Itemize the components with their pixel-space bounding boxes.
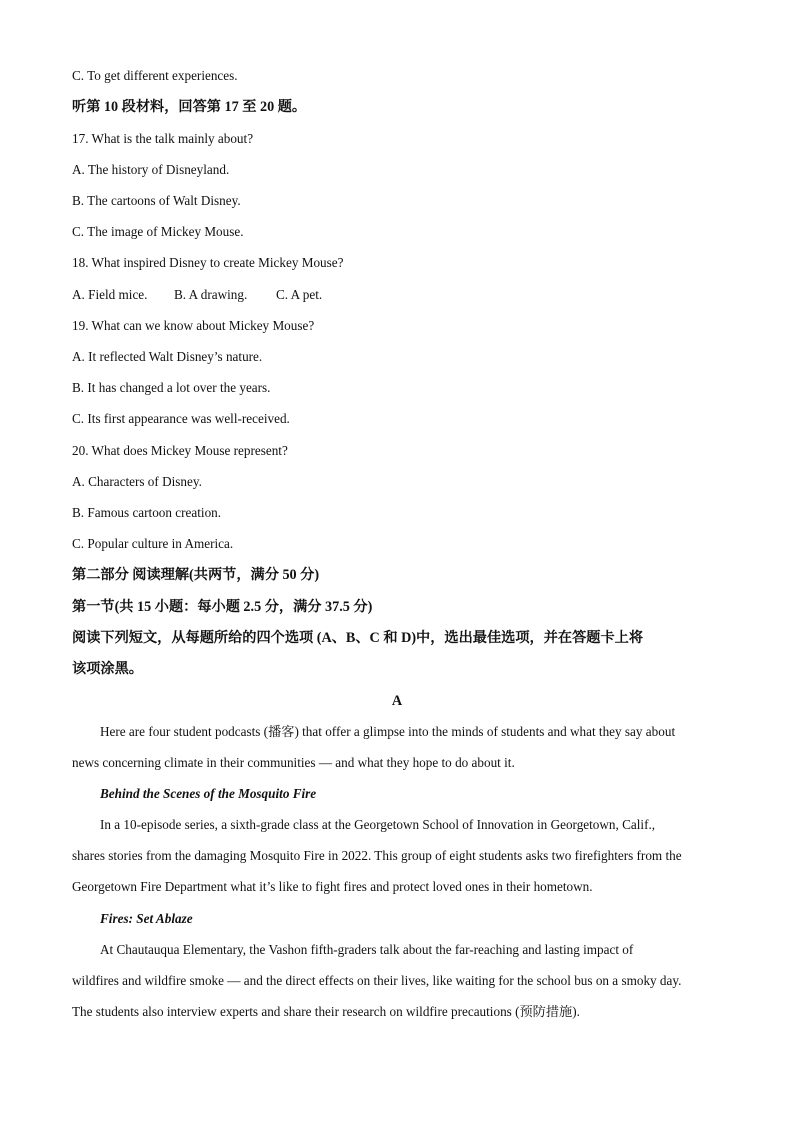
instructions-line-1: 阅读下列短文，从每题所给的四个选项 (A、B、C 和 D)中，选出最佳选项，并在答题卡上将 [72, 630, 644, 646]
q17-option-a: A. The history of Disneyland. [72, 162, 230, 177]
q20-option-b: B. Famous cartoon creation. [72, 505, 222, 520]
paragraph-2-line-2: shares stories from the damaging Mosquito Fire in 2022. This group of eight students asks two firefighters from the [72, 848, 682, 863]
q18-option-c: C. A pet. [276, 287, 323, 302]
q18-options [72, 286, 322, 304]
question-17: 17. What is the talk mainly about? [72, 131, 254, 146]
passage-letter: A [391, 693, 403, 709]
q20-option-c: C. Popular culture in America. [72, 536, 234, 551]
part-2-heading: 第二部分 阅读理解(共两节，满分 50 分) [72, 567, 320, 583]
question-19: 19. What can we know about Mickey Mouse? [72, 318, 315, 333]
question-20: 20. What does Mickey Mouse represent? [72, 443, 288, 458]
q19-option-c: C. Its first appearance was well-received. [72, 411, 290, 426]
paragraph-3-line-1: At Chautauqua Elementary, the Vashon fifth-graders talk about the far-reaching and lasting impact of [100, 942, 634, 957]
q17-option-c: C. The image of Mickey Mouse. [72, 224, 244, 239]
section-10-heading: 听第 10 段材料，回答第 17 至 20 题。 [72, 99, 307, 115]
paragraph-1-line-1: Here are four student podcasts (播客) that offer a glimpse into the minds of students and what they say about [100, 724, 676, 739]
subheading-mosquito-fire: Behind the Scenes of the Mosquito Fire [100, 786, 317, 801]
paragraph-2-line-3: Georgetown Fire Department what it’s like to fight fires and protect loved ones in their hometown. [72, 879, 593, 894]
q18-option-a: A. Field mice. [72, 287, 148, 302]
subheading-set-ablaze: Fires: Set Ablaze [100, 911, 193, 926]
section-1-heading: 第一节(共 15 小题：每小题 2.5 分，满分 37.5 分) [72, 599, 373, 615]
question-18: 18. What inspired Disney to create Mickey Mouse? [72, 255, 344, 270]
q16-option-c: C. To get different experiences. [72, 68, 238, 83]
paragraph-1-line-2: news concerning climate in their communities — and what they hope to do about it. [72, 755, 515, 770]
paragraph-3-line-2: wildfires and wildfire smoke — and the direct effects on their lives, like waiting for the school bus on a smoky day. [72, 973, 682, 988]
q18-option-b: B. A drawing. [174, 287, 248, 302]
q19-option-a: A. It reflected Walt Disney’s nature. [72, 349, 263, 364]
q20-option-a: A. Characters of Disney. [72, 474, 202, 489]
paragraph-3-line-3: The students also interview experts and share their research on wildfire precautions (预防措施). [72, 1004, 580, 1019]
q19-option-b: B. It has changed a lot over the years. [72, 380, 271, 395]
paragraph-2-line-1: In a 10-episode series, a sixth-grade class at the Georgetown School of Innovation in Georgetown, Calif., [100, 817, 656, 832]
q17-option-b: B. The cartoons of Walt Disney. [72, 193, 241, 208]
instructions-line-2: 该项涂黑。 [72, 661, 143, 677]
